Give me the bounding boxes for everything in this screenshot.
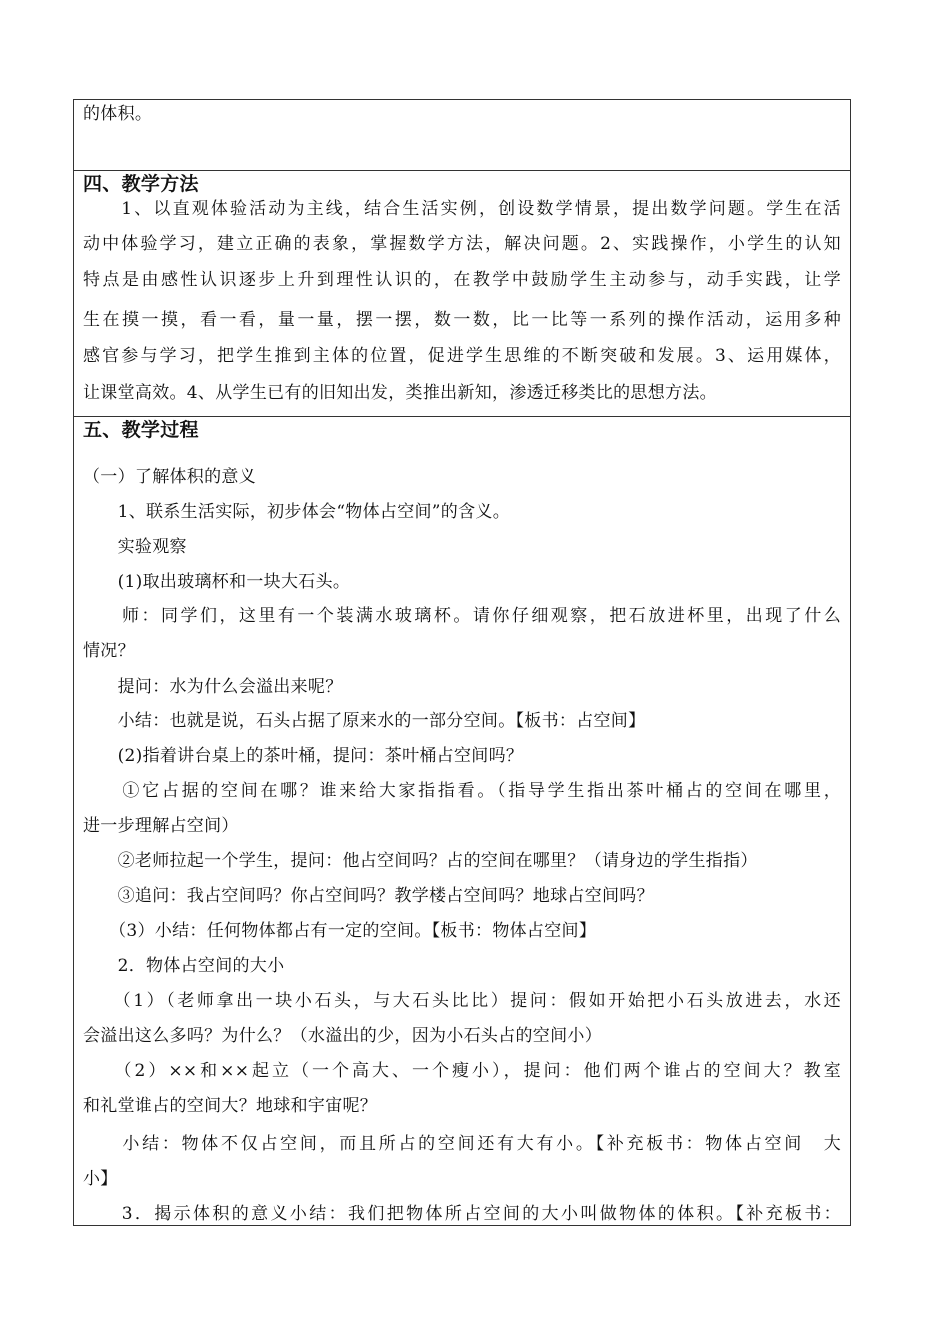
text-line: 的体积。 [83,104,153,124]
text-line: 动中体验学习，建立正确的表象，掌握数学方法，解决问题。2、实践操作，小学生的认知 [83,234,841,254]
text-line: ②老师拉起一个学生，提问：他占空间吗？占的空间在哪里？（请身边的学生指指） [83,851,758,871]
table-divider [74,416,850,417]
text-line: 会溢出这么多吗？为什么？（水溢出的少，因为小石头占的空间小） [83,1026,602,1046]
text-line: 进一步理解占空间） [83,816,239,836]
text-line: 小结：也就是说，石头占据了原来水的一部分空间。【板书：占空间】 [83,711,646,731]
text-line: 让课堂高效。4、从学生已有的旧知出发，类推出新知，渗透迁移类比的思想方法。 [83,383,717,403]
text-line: （3）小结：任何物体都占有一定的空间。【板书：物体占空间】 [83,921,597,941]
text-line: 3．揭示体积的意义小结：我们把物体所占空间的大小叫做物体的体积。【补充板书： [83,1204,841,1224]
text-line: 实验观察 [83,537,187,557]
text-line: 提问：水为什么会溢出来呢？ [83,677,343,697]
text-line: 师：同学们，这里有一个装满水玻璃杯。请你仔细观察，把石放进杯里，出现了什么 [83,606,841,626]
text-line: 2．物体占空间的大小 [83,956,285,976]
table-divider [74,170,850,171]
text-line: 小】 [83,1169,118,1189]
text-line: 小结：物体不仅占空间，而且所占的空间还有大有小。【补充板书：物体占空间 大 [83,1134,841,1154]
text-line: ③追问：我占空间吗？你占空间吗？教学楼占空间吗？地球占空间吗？ [83,886,654,906]
text-line: 1、以直观体验活动为主线，结合生活实例，创设数学情景，提出数学问题。学生在活 [83,199,841,219]
text-line: （1）（老师拿出一块小石头，与大石头比比）提问：假如开始把小石头放进去，水还 [83,991,841,1011]
text-line: 生在摸一摸，看一看，量一量，摆一摆，数一数，比一比等一系列的操作活动，运用多种 [83,310,841,330]
text-line: ①它占据的空间在哪？谁来给大家指指看。（指导学生指出茶叶桶占的空间在哪里， [83,781,841,801]
section-heading-methods: 四、教学方法 [83,173,199,195]
text-line: 感官参与学习，把学生推到主体的位置，促进学生思维的不断突破和发展。3、运用媒体， [83,346,841,366]
lesson-plan-table [73,99,851,1226]
text-line: (1)取出玻璃杯和一块大石头。 [83,572,351,592]
text-line: 1、联系生活实际，初步体会“物体占空间”的含义。 [83,502,510,522]
text-line: 和礼堂谁占的空间大？地球和宇宙呢？ [83,1096,378,1116]
text-line: 情况？ [83,641,135,661]
text-line: （一）了解体积的意义 [83,467,256,487]
section-heading-process: 五、教学过程 [83,419,199,441]
text-line: (2)指着讲台桌上的茶叶桶，提问：茶叶桶占空间吗？ [83,746,524,766]
text-line: 特点是由感性认识逐步上升到理性认识的，在教学中鼓励学生主动参与，动手实践，让学 [83,270,841,290]
text-line: （2）××和××起立（一个高大、一个瘦小），提问：他们两个谁占的空间大？教室 [83,1061,841,1081]
